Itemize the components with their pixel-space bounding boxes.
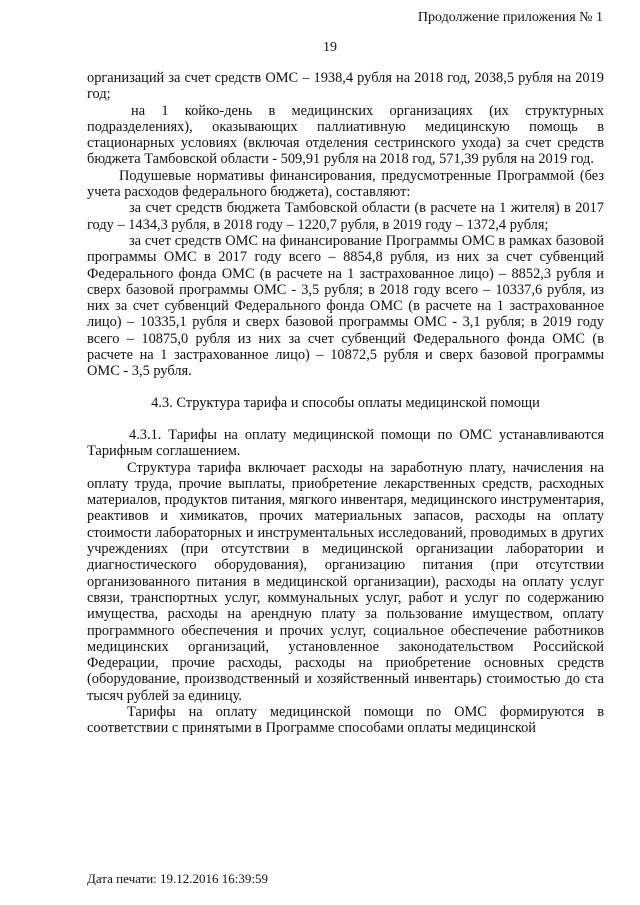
document-body xyxy=(87,70,604,737)
paragraph: 4.3.1. Тарифы на оплату медицинской помощи по ОМС устанавливаются Тарифным соглашением. xyxy=(87,426,604,460)
page-number: 19 xyxy=(323,40,337,55)
appendix-header: Продолжение приложения № 1 xyxy=(417,10,603,25)
paragraph: за счет средств ОМС на финансирование Программы ОМС в рамках базовой программы ОМС в 2017 году всего – 8854,8 рубля, из них за счет субвенций Федерального фонда ОМС (в расчете на 1 застрахованное лицо) – 8852,3 рубля и сверх базовой программы ОМС - 3,5 рубля; в 2018 году всего – 10337,6 рубля, из них за счет субвенций Федерального фонда ОМС (в расчете на 1 застрахованное лицо) – 10335,1 рубля и сверх базовой программы ОМС - 3,1 рубля; в 2019 году всего – 10875,0 рубля из них за счет субвенций Федерального фонда ОМС (в расчете на 1 застрахованное лицо) – 10872,5 рубля и сверх базовой программы ОМС - 3,5 рубля. xyxy=(87,232,604,380)
paragraph: организаций за счет средств ОМС – 1938,4 рубля на 2018 год, 2038,5 рубля на 2019 год; xyxy=(87,70,604,103)
paragraph: Структура тарифа включает расходы на заработную плату, начисления на оплату труда, прочие выплаты, приобретение лекарственных средств, расходных материалов, продуктов питания, мягкого инвентаря, медицинского инструментария, реактивов и химикатов, прочих материальных запасов, расходы на оплату стоимости лабораторных и инструментальных исследований, проводимых в других учреждениях (при отсутствии в медицинской организации лаборатории и диагностического оборудования), организацию питания (при отсутствии организованного питания в медицинской организации), расходы на оплату услуг связи, транспортных услуг, коммунальных услуг, работ и услуг по содержанию имущества, расходы на арендную плату за пользование имуществом, оплату программного обеспечения и прочих услуг, социальное обеспечение работников медицинских организаций, установленное законодательством Российской Федерации, прочие расходы, расходы на приобретение основных средств (оборудование, производственный и хозяйственный инвентарь) стоимостью до ста тысяч рублей за единицу. xyxy=(87,459,604,704)
paragraph: Подушевые нормативы финансирования, предусмотренные Программой (без учета расходов федерального бюджета), составляют: xyxy=(87,167,604,201)
paragraph: Тарифы на оплату медицинской помощи по ОМС формируются в соответствии с принятыми в Программе способами оплаты медицинской xyxy=(87,703,604,737)
print-date: Дата печати: 19.12.2016 16:39:59 xyxy=(87,871,269,886)
section-heading: 4.3. Структура тарифа и способы оплаты медицинской помощи xyxy=(151,394,540,411)
paragraph: на 1 койко-день в медицинских организациях (их структурных подразделениях), оказывающих паллиативную медицинскую помощь в стационарных условиях (включая отделения сестринского ухода) за счет средств бюджета Тамбовской области - 509,91 рубля на 2018 год, 571,39 рубля на 2019 год. xyxy=(87,102,604,168)
paragraph: за счет средств бюджета Тамбовской области (в расчете на 1 жителя) в 2017 году – 1434,3 рубля, в 2018 году – 1220,7 рубля, в 2019 году – 1372,4 рубля; xyxy=(87,200,604,233)
